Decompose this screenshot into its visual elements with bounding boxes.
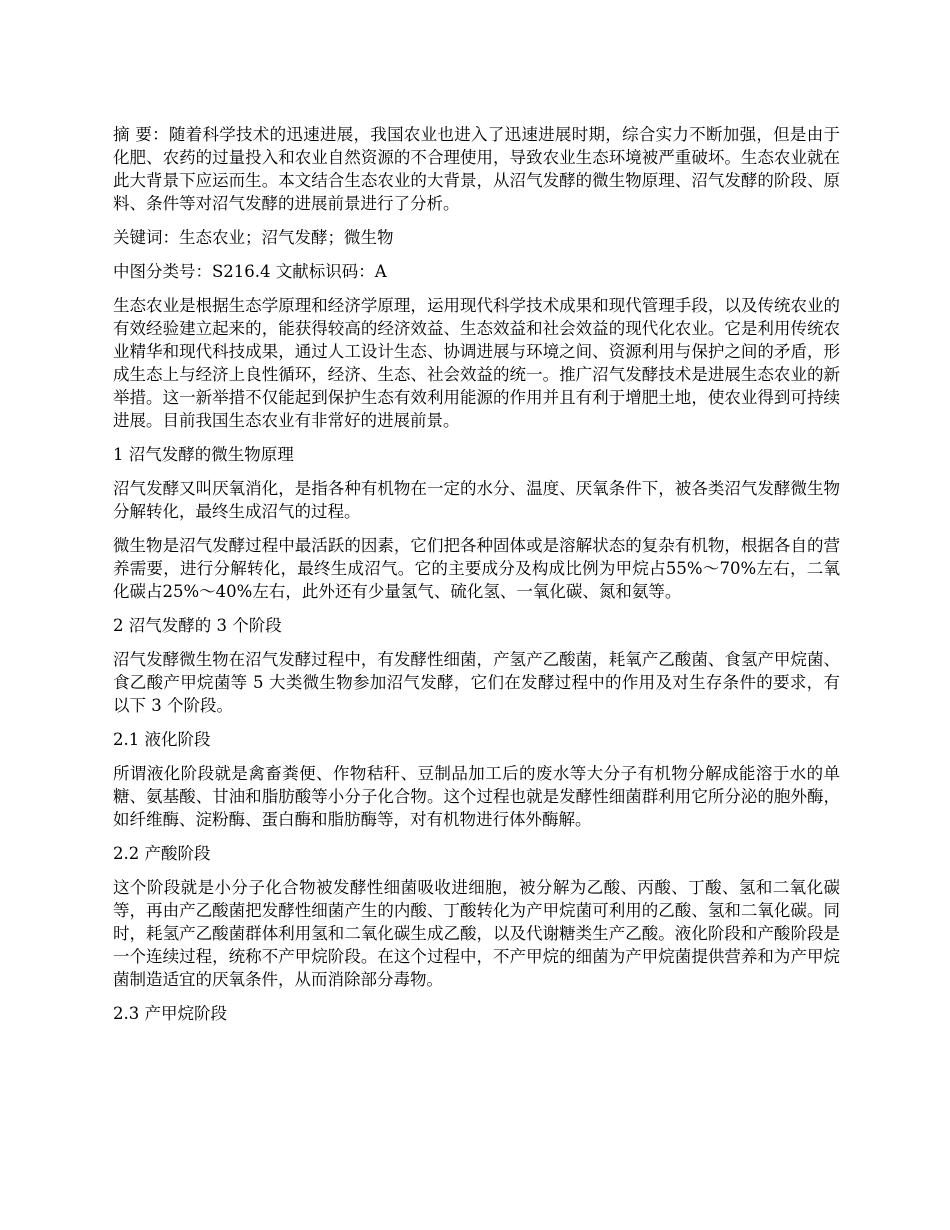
section-2-3-heading: 2.3 产甲烷阶段 <box>113 1004 227 1023</box>
document-page <box>113 123 840 1036</box>
intro-paragraph: 生态农业是根据生态学原理和经济学原理，运用现代科学技术成果和现代管理手段，以及传统农业的有效经验建立起来的，能获得较高的经济效益、生态效益和社会效益的现代化农业。它是利用传统农业精华和现代科技成果，通过人工设计生态、协调进展与环境之间、资源利用与保护之间的矛盾，形成生态上与经济上良性循环，经济、生态、社会效益的统一。推广沼气发酵技术是进展生态农业的新举措。这一新举措不仅能起到保护生态有效利用能源的作用并且有利于增肥土地，使农业得到可持续进展。目前我国生态农业有非常好的进展前景。 <box>113 296 840 430</box>
section-2-heading: 2 沼气发酵的 3 个阶段 <box>113 616 282 635</box>
section-1-heading: 1 沼气发酵的微生物原理 <box>113 445 294 464</box>
section-1-paragraph-2: 微生物是沼气发酵过程中最活跃的因素，它们把各种固体或是溶解状态的复杂有机物，根据各自的营养需要，进行分解转化，最终生成沼气。它的主要成分及构成比例为甲烷占55%～70%左右，二氧化碳占25%～40%左右，此外还有少量氢气、硫化氢、一氧化碳、氮和氨等。 <box>113 536 840 601</box>
section-2-2-heading: 2.2 产酸阶段 <box>113 844 211 863</box>
section-1-paragraph-1: 沼气发酵又叫厌氧消化，是指各种有机物在一定的水分、温度、厌氧条件下，被各类沼气发酵微生物分解转化，最终生成沼气的过程。 <box>113 479 840 521</box>
section-2-2-paragraph-1: 这个阶段就是小分子化合物被发酵性细菌吸收进细胞，被分解为乙酸、丙酸、丁酸、氢和二氧化碳等，再由产乙酸菌把发酵性细菌产生的内酸、丁酸转化为产甲烷菌可利用的乙酸、氢和二氧化碳。同时，耗氢产乙酸菌群体利用氢和二氧化碳生成乙酸，以及代谢糖类生产乙酸。液化阶段和产酸阶段是一个连续过程，统称不产甲烷阶段。在这个过程中，不产甲烷的细菌为产甲烷菌提供营养和为产甲烷菌制造适宜的厌氧条件，从而消除部分毒物。 <box>113 878 840 989</box>
section-2-1-paragraph-1: 所谓液化阶段就是禽畜粪便、作物秸秆、豆制品加工后的废水等大分子有机物分解成能溶于水的单糖、氨基酸、甘油和脂肪酸等小分子化合物。这个过程也就是发酵性细菌群利用它所分泌的胞外酶，如纤维酶、淀粉酶、蛋白酶和脂肪酶等，对有机物进行体外酶解。 <box>113 764 840 829</box>
keywords: 关键词：生态农业；沼气发酵；微生物 <box>113 228 394 247</box>
section-2-paragraph-1: 沼气发酵微生物在沼气发酵过程中，有发酵性细菌，产氢产乙酸菌，耗氧产乙酸菌、食氢产甲烷菌、食乙酸产甲烷菌等 5 大类微生物参加沼气发酵，它们在发酵过程中的作用及对生存条件的要求，有以下 3 个阶段。 <box>113 650 840 715</box>
section-2-1-heading: 2.1 液化阶段 <box>113 730 211 749</box>
classification: 中图分类号：S216.4 文献标识码：A <box>113 262 387 281</box>
abstract: 摘 要：随着科学技术的迅速进展，我国农业也进入了迅速进展时期，综合实力不断加强，但是由于化肥、农药的过量投入和农业自然资源的不合理使用，导致农业生态环境被严重破坏。生态农业就在此大背景下应运而生。本文结合生态农业的大背景，从沼气发酵的微生物原理、沼气发酵的阶段、原料、条件等对沼气发酵的进展前景进行了分析。 <box>113 125 840 213</box>
